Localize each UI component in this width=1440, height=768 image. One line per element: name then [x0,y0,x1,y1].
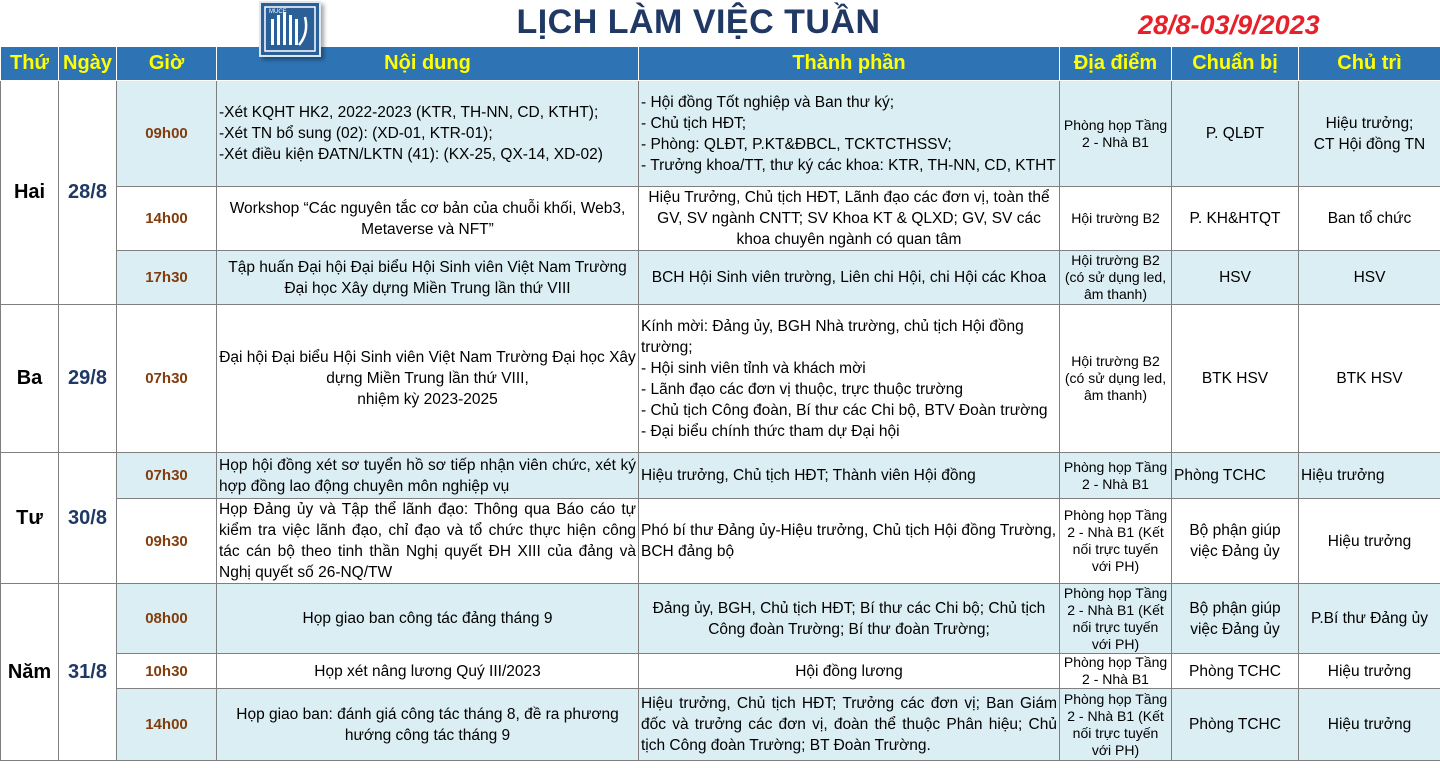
day-cell: Tư [1,453,59,584]
page-header [0,0,1440,46]
host-cell: BTK HSV [1299,305,1440,453]
content-cell: -Xét KQHT HK2, 2022-2023 (KTR, TH-NN, CD, KTHT); -Xét TN bổ sung (02): (XD-01, KTR-01); -Xét điều kiện ĐATN/LKTN (41): (KX-25, QX-14, XD-02) [217,81,639,187]
content-cell: Họp hội đồng xét sơ tuyển hồ sơ tiếp nhận viên chức, xét ký hợp đồng lao động chuyên môn nghiệp vụ [217,453,639,499]
time-cell: 09h00 [117,81,217,187]
host-cell: P.Bí thư Đảng ủy [1299,584,1440,654]
logo-graphic-icon [261,3,319,55]
location-cell: Hội trường B2 [1060,187,1172,251]
time-cell: 08h00 [117,584,217,654]
prep-cell: P. QLĐT [1172,81,1299,187]
participants-cell: Đảng ủy, BGH, Chủ tịch HĐT; Bí thư các Chi bộ; Chủ tịch Công đoàn Trường; Bí thư đoàn Trường; [639,584,1060,654]
column-header-preparation: Chuẩn bị [1172,47,1299,81]
time-cell: 07h30 [117,453,217,499]
time-cell: 07h30 [117,305,217,453]
participants-cell: Hiệu Trưởng, Chủ tịch HĐT, Lãnh đạo các đơn vị, toàn thể GV, SV ngành CNTT; SV Khoa KT & QLXD; GV, SV các khoa chuyên ngành có quan tâm [639,187,1060,251]
table-row [1,499,1440,584]
column-header-host: Chủ trì [1299,47,1440,81]
content-cell: Tập huấn Đại hội Đại biểu Hội Sinh viên Việt Nam Trường Đại học Xây dựng Miền Trung lần thứ VIII [217,251,639,305]
table-row [1,251,1440,305]
prep-cell: Phòng TCHC [1172,689,1299,761]
participants-cell: - Hội đồng Tốt nghiệp và Ban thư ký; - Chủ tịch HĐT; - Phòng: QLĐT, P.KT&ĐBCL, TCKTCTHSSV; - Trưởng khoa/TT, thư ký các khoa: KTR, TH-NN, CD, KTHT [639,81,1060,187]
prep-cell: Bộ phận giúp việc Đảng ủy [1172,584,1299,654]
time-cell: 14h00 [117,689,217,761]
participants-cell: Phó bí thư Đảng ủy-Hiệu trưởng, Chủ tịch Hội đồng Trường, BCH đảng bộ [639,499,1060,584]
host-cell: Hiệu trưởng [1299,499,1440,584]
table-row [1,453,1440,499]
schedule-table [0,46,1440,761]
prep-cell: Phòng TCHC [1172,453,1299,499]
time-cell: 17h30 [117,251,217,305]
date-cell: 31/8 [59,584,117,761]
host-cell: Ban tổ chức [1299,187,1440,251]
content-cell: Đại hội Đại biểu Hội Sinh viên Việt Nam Trường Đại học Xây dựng Miền Trung lần thứ VIII, nhiệm kỳ 2023-2025 [217,305,639,453]
content-cell: Họp giao ban: đánh giá công tác tháng 8, đề ra phương hướng công tác tháng 9 [217,689,639,761]
prep-cell: Phòng TCHC [1172,654,1299,689]
column-header-date: Ngày [59,47,117,81]
participants-cell: Hội đồng lương [639,654,1060,689]
content-cell: Workshop “Các nguyên tắc cơ bản của chuỗi khối, Web3, Metaverse và NFT” [217,187,639,251]
prep-cell: BTK HSV [1172,305,1299,453]
week-date-range: 28/8-03/9/2023 [1138,10,1320,40]
content-cell: Họp xét nâng lương Quý III/2023 [217,654,639,689]
location-cell: Hội trường B2 (có sử dụng led, âm thanh) [1060,305,1172,453]
column-header-content: Nội dung [217,47,639,81]
table-row [1,81,1440,187]
page-title: LỊCH LÀM VIỆC TUẦN [516,3,881,41]
university-logo [259,1,321,57]
prep-cell: Bộ phận giúp việc Đảng ủy [1172,499,1299,584]
location-cell: Phòng họp Tầng 2 - Nhà B1 [1060,654,1172,689]
participants-cell: Kính mời: Đảng ủy, BGH Nhà trường, chủ tịch Hội đồng trường; - Hội sinh viên tỉnh và khách mời - Lãnh đạo các đơn vị thuộc, trực thuộc trường - Chủ tịch Công đoàn, Bí thư các Chi bộ, BTV Đoàn trường - Đại biểu chính thức tham dự Đại hội [639,305,1060,453]
column-header-time: Giờ [117,47,217,81]
day-cell: Hai [1,81,59,305]
participants-cell: Hiệu trưởng, Chủ tịch HĐT; Trưởng các đơn vị; Ban Giám đốc và trưởng các đơn vị, đoàn thể thuộc Phân hiệu; Chủ tịch Công đoàn Trường; BT Đoàn Trường. [639,689,1060,761]
day-cell: Ba [1,305,59,453]
time-cell: 10h30 [117,654,217,689]
column-header-participants: Thành phần [639,47,1060,81]
logo-text: MUCE [269,9,287,15]
participants-cell: BCH Hội Sinh viên trường, Liên chi Hội, chi Hội các Khoa [639,251,1060,305]
location-cell: Hội trường B2 (có sử dụng led, âm thanh) [1060,251,1172,305]
location-cell: Phòng họp Tầng 2 - Nhà B1 (Kết nối trực tuyến với PH) [1060,689,1172,761]
location-cell: Phòng họp Tầng 2 - Nhà B1 (Kết nối trực tuyến với PH) [1060,499,1172,584]
participants-cell: Hiệu trưởng, Chủ tịch HĐT; Thành viên Hội đồng [639,453,1060,499]
host-cell: Hiệu trưởng [1299,654,1440,689]
host-cell: Hiệu trưởng [1299,689,1440,761]
host-cell: Hiệu trưởng [1299,453,1440,499]
table-row [1,305,1440,453]
table-row [1,689,1440,761]
location-cell: Phòng họp Tầng 2 - Nhà B1 [1060,453,1172,499]
location-cell: Phòng họp Tầng 2 - Nhà B1 [1060,81,1172,187]
host-cell: Hiệu trưởng; CT Hội đồng TN [1299,81,1440,187]
column-header-location: Địa điểm [1060,47,1172,81]
prep-cell: P. KH&HTQT [1172,187,1299,251]
column-header-day: Thứ [1,47,59,81]
time-cell: 09h30 [117,499,217,584]
location-cell: Phòng họp Tầng 2 - Nhà B1 (Kết nối trực tuyến với PH) [1060,584,1172,654]
day-cell: Năm [1,584,59,761]
date-cell: 30/8 [59,453,117,584]
table-row [1,584,1440,654]
date-cell: 29/8 [59,305,117,453]
time-cell: 14h00 [117,187,217,251]
table-row [1,654,1440,689]
table-header-row [1,47,1440,81]
table-row [1,187,1440,251]
content-cell: Họp giao ban công tác đảng tháng 9 [217,584,639,654]
content-cell: Họp Đảng ủy và Tập thể lãnh đạo: Thông qua Báo cáo tự kiểm tra việc lãnh đạo, chỉ đạo và tổ chức thực hiện công tác cán bộ theo tinh thần Nghị quyết ĐH XIII của đảng và Nghị quyết số 26-NQ/TW [217,499,639,584]
date-cell: 28/8 [59,81,117,305]
host-cell: HSV [1299,251,1440,305]
prep-cell: HSV [1172,251,1299,305]
